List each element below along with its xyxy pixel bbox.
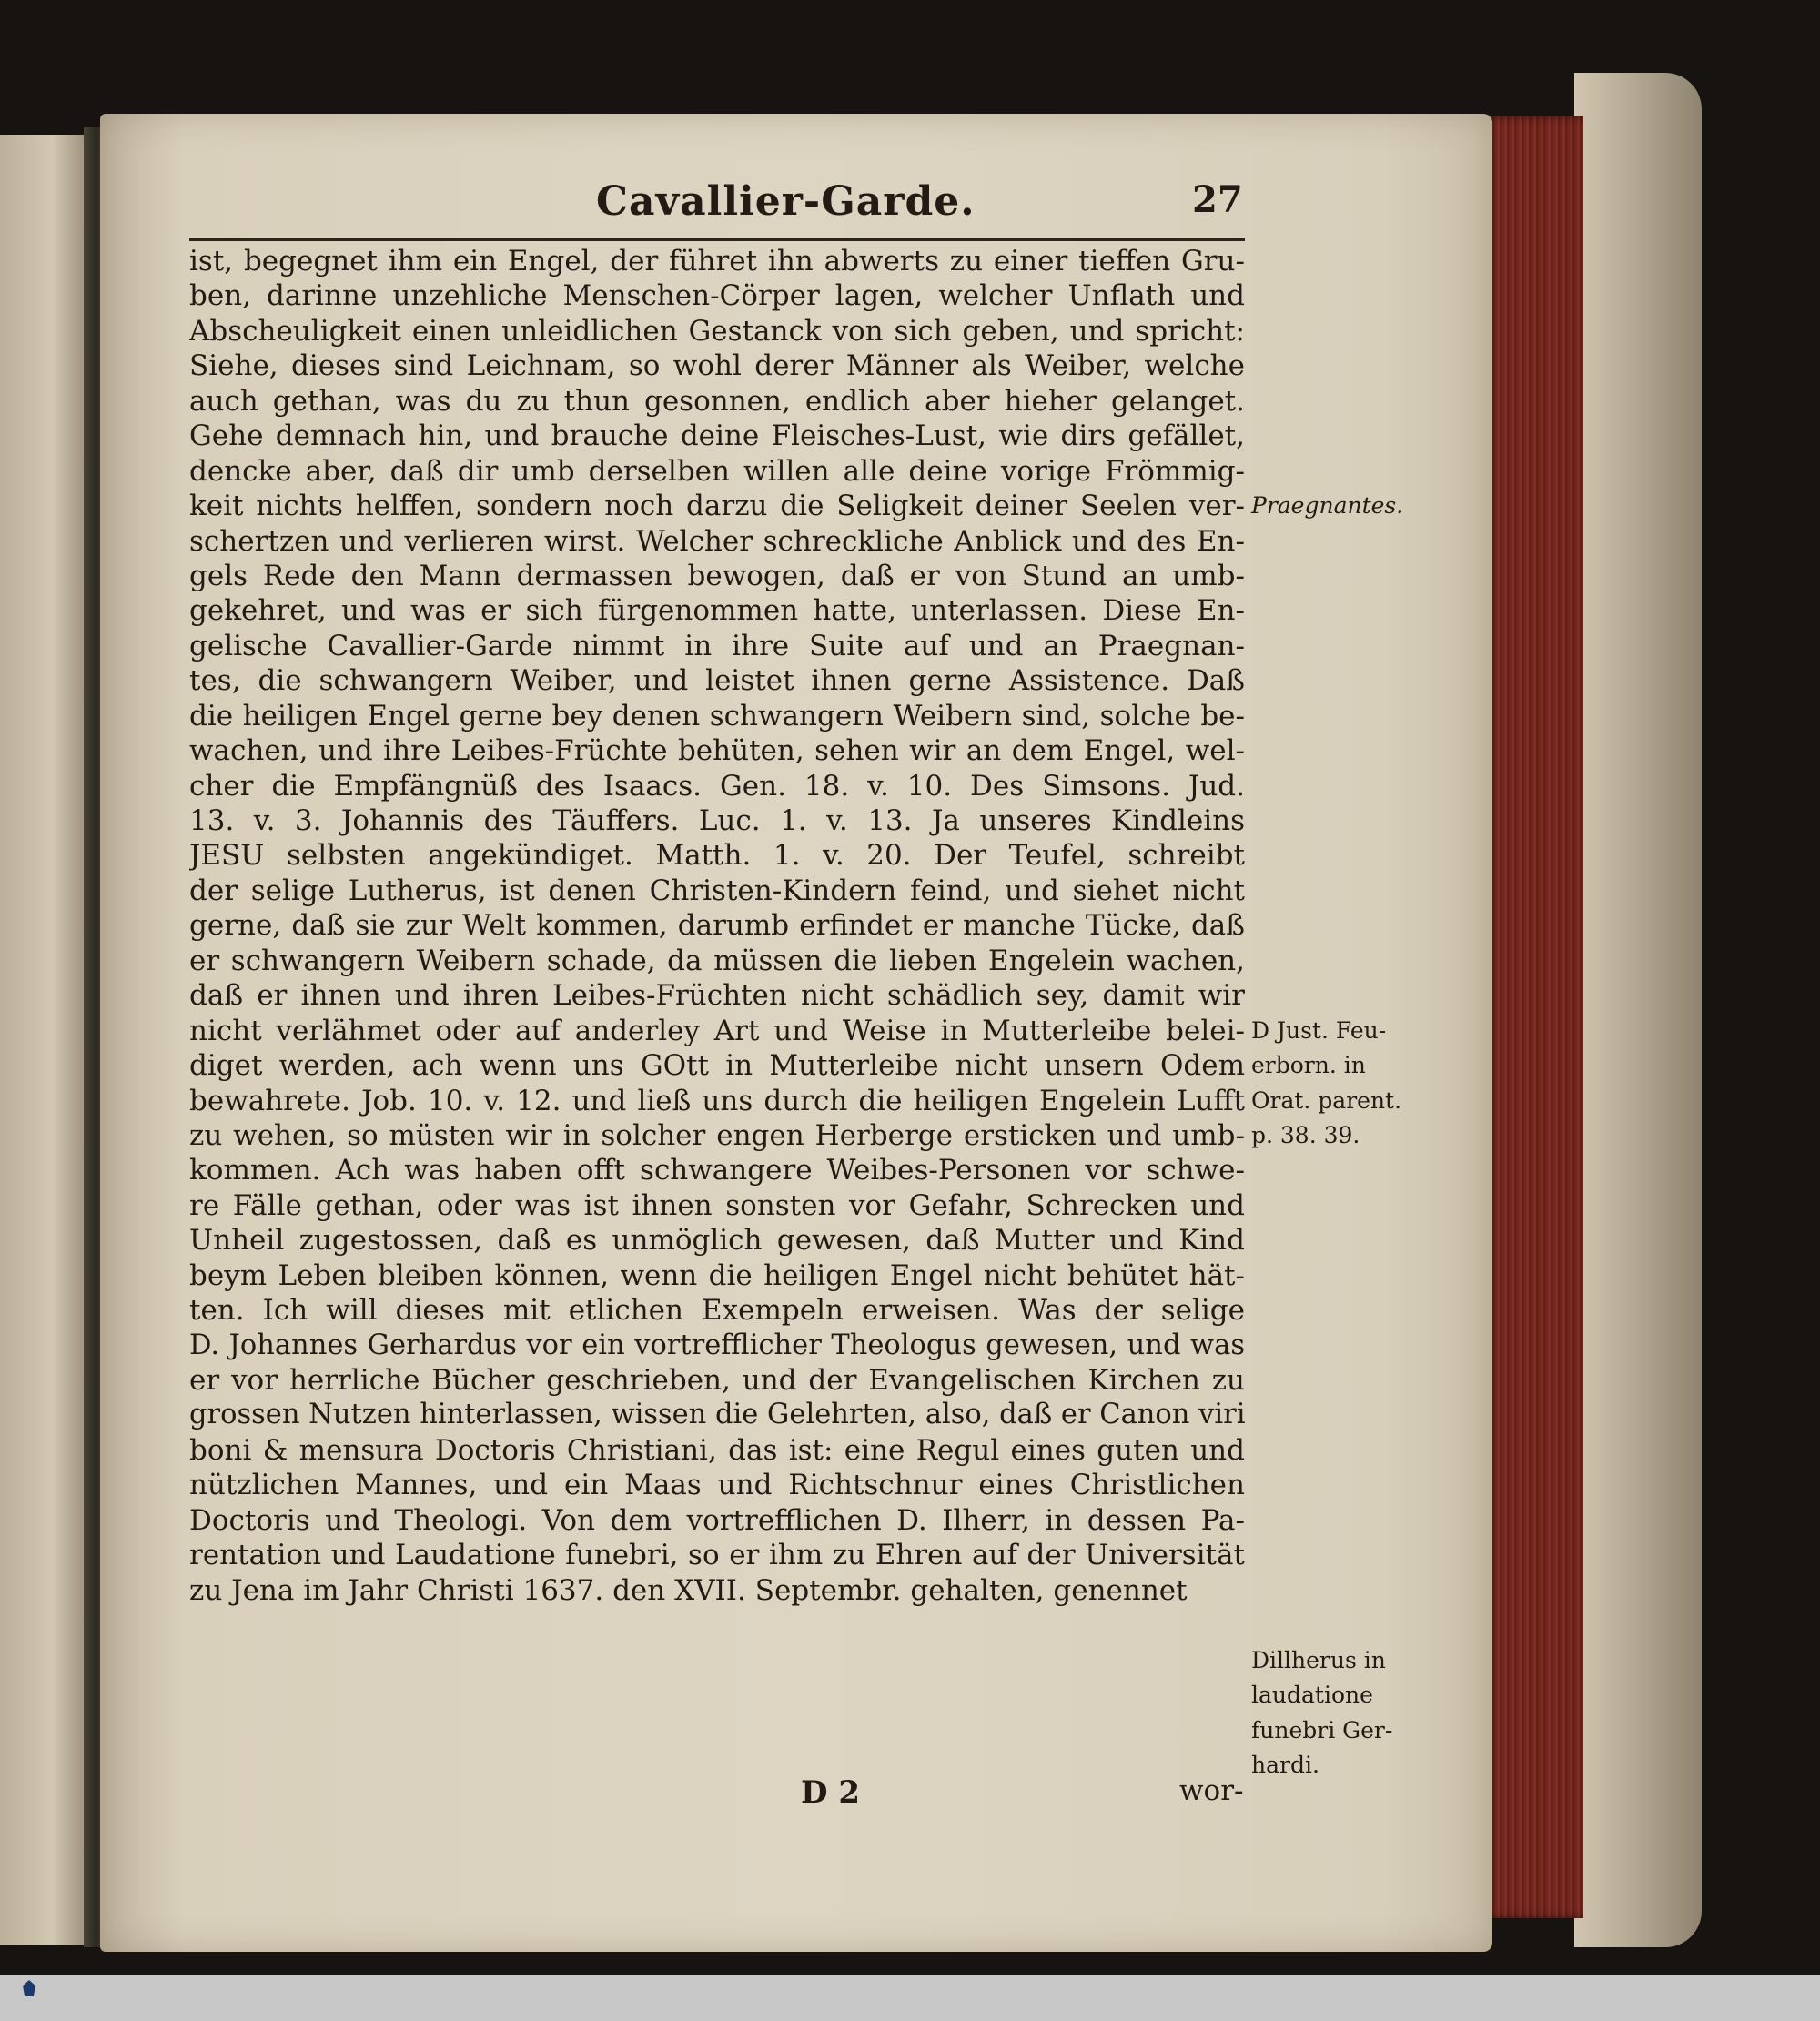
- margin-note-line: D Just. Feu-: [1251, 1017, 1387, 1044]
- book-cover-edge: [1574, 73, 1702, 1947]
- text-line: rentation und Laudatione funebri, so er ihm zu Ehren auf der Universität: [189, 1539, 1245, 1572]
- text-line: er vor herrliche Bücher geschrieben, und der Evangelischen Kirchen zu: [189, 1364, 1245, 1397]
- text-line: gelische Cavallier-Garde nimmt in ihre Suite auf und an Praegnan-: [189, 629, 1245, 662]
- body-text: [189, 244, 1245, 1608]
- text-line: keit nichts helffen, sondern noch darzu die Seligkeit deiner Seelen ver-: [189, 490, 1245, 523]
- text-line: dencke aber, daß dir umb derselben willen alle deine vorige Frömmig-: [189, 454, 1245, 488]
- margin-note-line: erborn. in: [1251, 1052, 1366, 1079]
- text-line: der selige Lutherus, ist denen Christen-Kindern feind, und siehet nicht: [189, 874, 1245, 907]
- text-line: gerne, daß sie zur Welt kommen, darumb erfindet er manche Tücke, daß: [189, 909, 1245, 943]
- library-logo: [9, 1980, 49, 2016]
- text-line: grossen Nutzen hinterlassen, wissen die Gelehrten, also, daß er Canon viri: [189, 1399, 1245, 1431]
- text-line: schertzen und verlieren wirst. Welcher schreckliche Anblick und des En-: [189, 524, 1245, 558]
- margin-note-line: laudatione: [1251, 1682, 1373, 1709]
- margin-note-line: Praegnantes.: [1251, 492, 1404, 519]
- text-line: cher die Empfängnüß des Isaacs. Gen. 18. v. 10. Des Simsons. Jud.: [189, 769, 1245, 803]
- margin-note-line: p. 38. 39.: [1251, 1122, 1360, 1149]
- text-line: D. Johannes Gerhardus vor ein vortrefflicher Theologus gewesen, und was: [189, 1329, 1245, 1361]
- text-line: JESU selbsten angekündiget. Matth. 1. v. 20. Der Teufel, schreibt: [189, 839, 1245, 873]
- text-line: diget werden, ach wenn uns GOtt in Mutterleibe nicht unsern Odem: [189, 1049, 1245, 1083]
- text-line: beym Leben bleiben können, wenn die heiligen Engel nicht behütet hät-: [189, 1258, 1245, 1292]
- running-head: Cavallier-Garde.: [596, 178, 976, 225]
- viewer-bottom-strip: [0, 1975, 1820, 2021]
- text-line: 13. v. 3. Johannis des Täuffers. Luc. 1. v. 13. Ja unseres Kindleins: [189, 804, 1245, 837]
- margin-note-feuerborn: [1251, 1014, 1447, 1154]
- text-line: re Fälle gethan, oder was ist ihnen sonsten vor Gefahr, Schrecken und: [189, 1188, 1245, 1222]
- text-line: zu wehen, so müsten wir in solcher engen Herberge ersticken und umb-: [189, 1118, 1245, 1152]
- text-line: Abscheuligkeit einen unleidlichen Gestanck von sich geben, und spricht:: [189, 314, 1245, 348]
- signature-mark: D 2: [801, 1774, 860, 1811]
- text-line: Unheil zugestossen, daß es unmöglich gewesen, daß Mutter und Kind: [189, 1224, 1245, 1258]
- header-rule: [189, 238, 1245, 241]
- facing-page-edge: [0, 135, 87, 1945]
- text-line: er schwangern Weibern schade, da müssen die lieben Engelein wachen,: [189, 944, 1245, 977]
- text-line: nützlichen Mannes, und ein Maas und Richtschnur eines Christlichen: [189, 1469, 1245, 1502]
- text-line: daß er ihnen und ihren Leibes-Früchten nicht schädlich sey, damit wir: [189, 979, 1245, 1013]
- margin-note-praegnantes: [1251, 489, 1447, 523]
- text-line: Doctoris und Theologi. Von dem vortrefflichen D. Ilherr, in dessen Pa-: [189, 1503, 1245, 1537]
- text-line: bewahrete. Job. 10. v. 12. und ließ uns durch die heiligen Engelein Lufft: [189, 1084, 1245, 1117]
- margin-note-line: hardi.: [1251, 1752, 1320, 1779]
- text-line: ben, darinne unzehliche Menschen-Cörper lagen, welcher Unflath und: [189, 279, 1245, 313]
- text-line: kommen. Ach was haben offt schwangere Weibes-Personen vor schwe-: [189, 1154, 1245, 1187]
- margin-note-dillherus: [1251, 1643, 1447, 1784]
- margin-note-line: funebri Ger-: [1251, 1716, 1393, 1743]
- text-line: boni & mensura Doctoris Christiani, das ist: eine Regul eines guten und: [189, 1433, 1245, 1467]
- text-line: nicht verlähmet oder auf anderley Art und Weise in Mutterleibe belei-: [189, 1014, 1245, 1047]
- text-line: ten. Ich will dieses mit etlichen Exempeln erweisen. Was der selige: [189, 1294, 1245, 1328]
- text-line: die heiligen Engel gerne bey denen schwangern Weibern sind, solche be-: [189, 699, 1245, 733]
- text-line: gekehret, und was er sich fürgenommen hatte, unterlassen. Diese En-: [189, 594, 1245, 628]
- margin-note-line: Dillherus in: [1251, 1647, 1386, 1673]
- text-line: gels Rede den Mann dermassen bewogen, daß er von Stund an umb-: [189, 559, 1245, 592]
- text-line: auch gethan, was du zu thun gesonnen, endlich aber hieher gelanget.: [189, 384, 1245, 418]
- text-line: Siehe, dieses sind Leichnam, so wohl derer Männer als Weiber, welche: [189, 349, 1245, 383]
- margin-note-line: Orat. parent.: [1251, 1086, 1402, 1114]
- text-line: tes, die schwangern Weiber, und leistet ihnen gerne Assistence. Daß: [189, 664, 1245, 698]
- text-line: Gehe demnach hin, und brauche deine Fleisches-Lust, wie dirs gefället,: [189, 419, 1245, 453]
- library-logo-icon: [23, 1980, 35, 1996]
- book-fore-edge: [1481, 116, 1583, 1918]
- text-line: ist, begegnet ihm ein Engel, der führet ihn abwerts zu einer tieffen Gru-: [189, 245, 1245, 278]
- text-line: zu Jena im Jahr Christi 1637. den XVII. Septembr. gehalten, genennet: [189, 1573, 1188, 1607]
- page-number: 27: [1192, 178, 1243, 221]
- catchword: wor-: [1179, 1774, 1244, 1807]
- text-line: wachen, und ihre Leibes-Früchte behüten, sehen wir an dem Engel, wel-: [189, 734, 1245, 768]
